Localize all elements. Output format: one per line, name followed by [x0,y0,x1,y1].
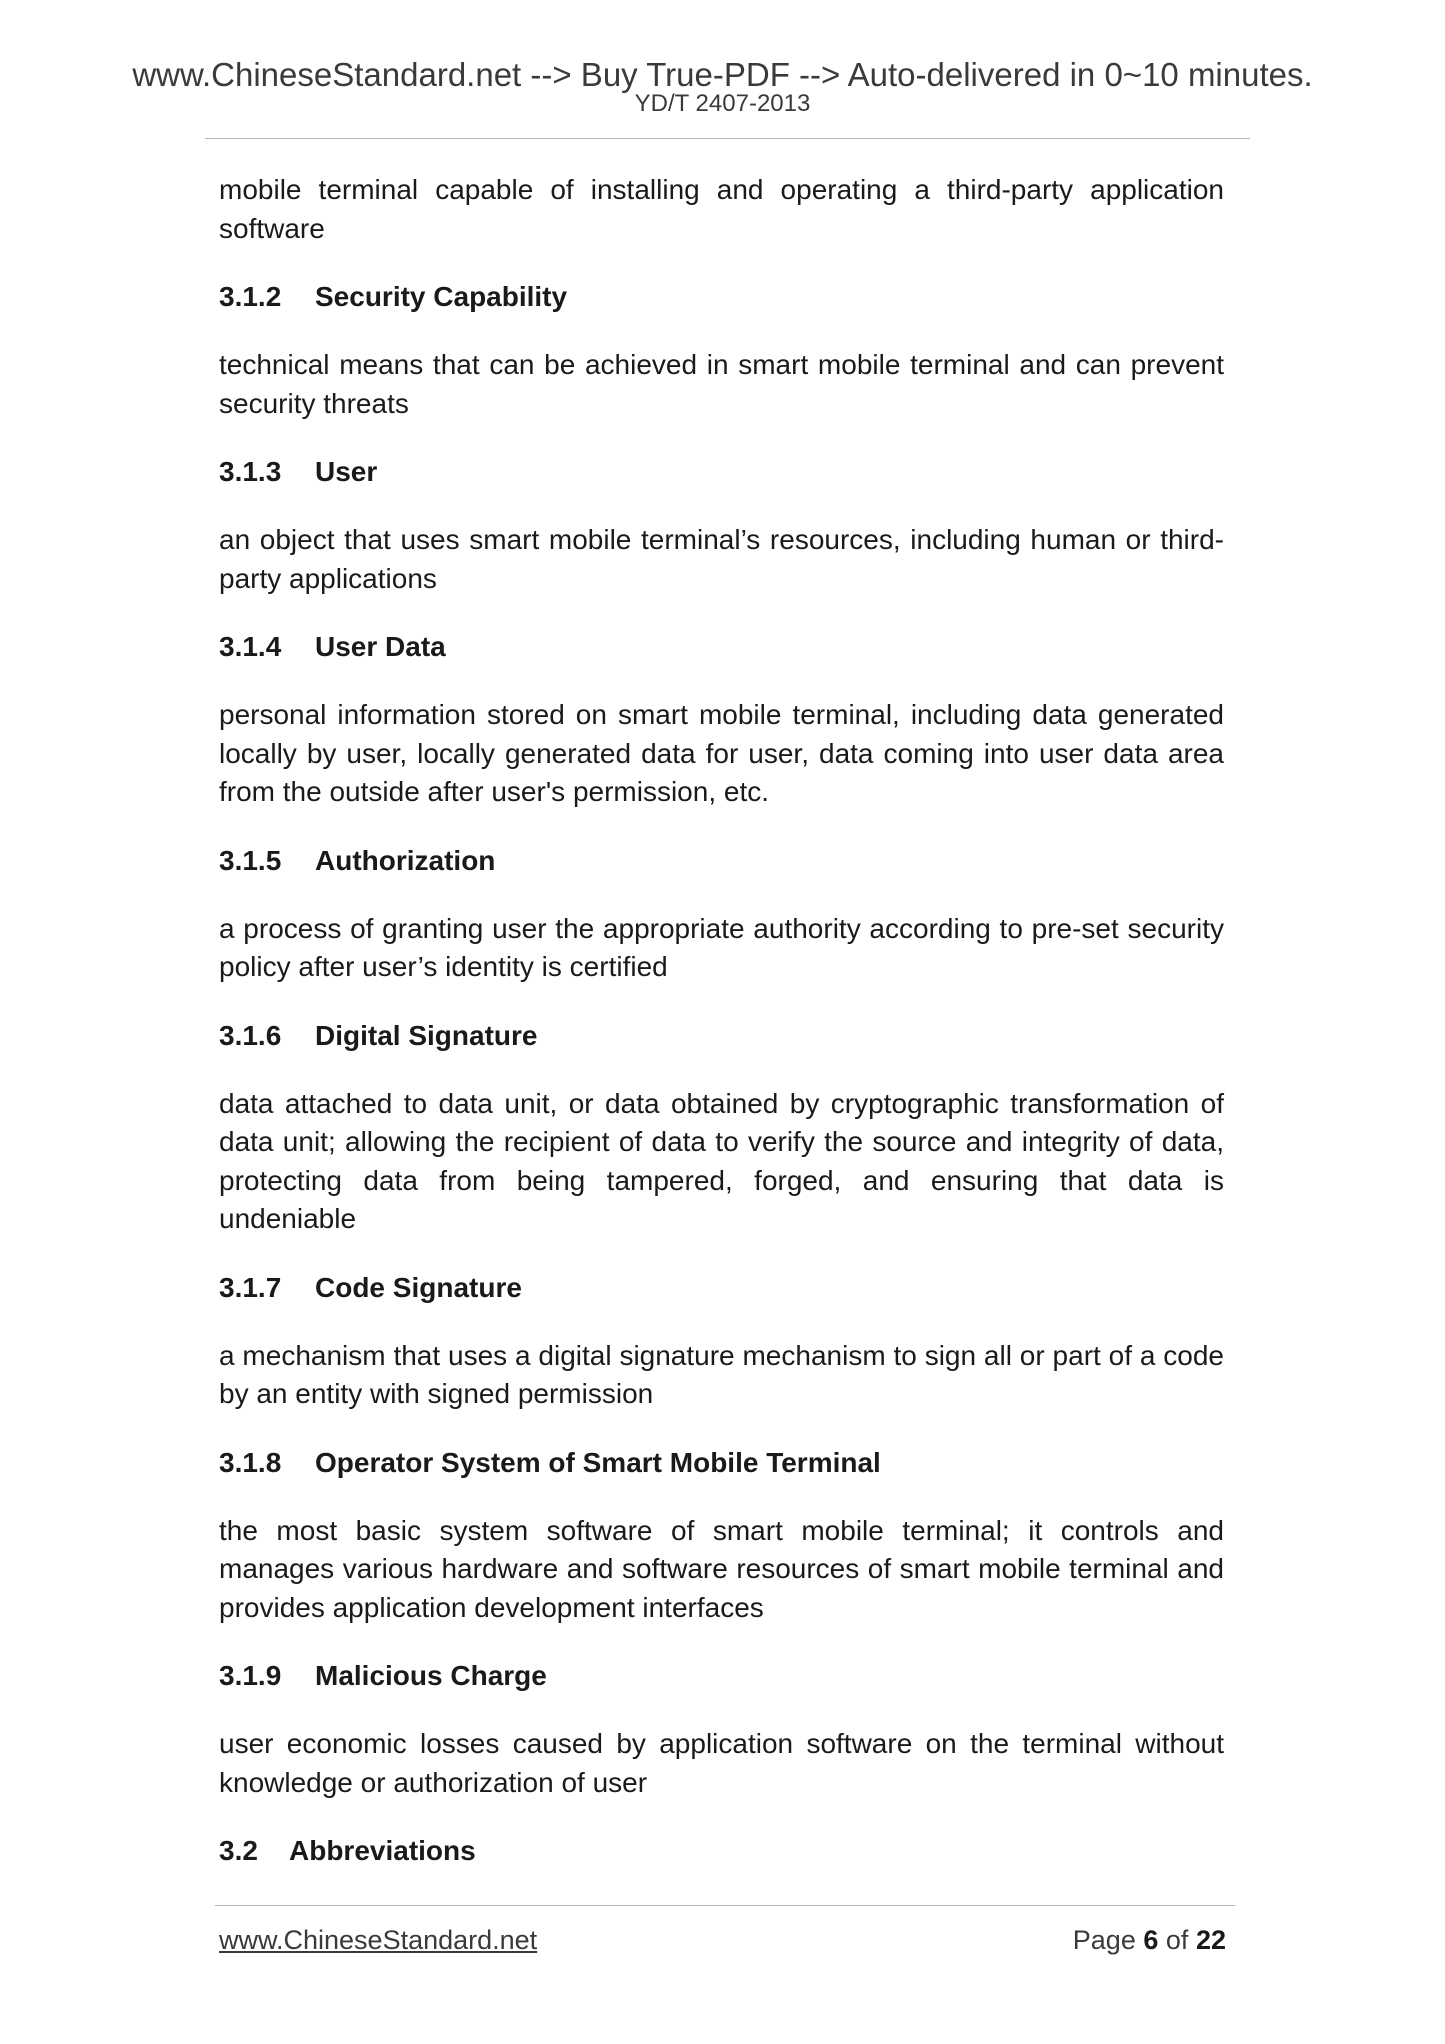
section-title: Authorization [315,844,496,876]
section-body-3-1-3: an object that uses smart mobile terminal’s resources, including human or third-party applications [219,524,1224,594]
section-heading-3-1-9 [219,1657,1224,1695]
section-title: Abbreviations [289,1835,476,1866]
section-heading-3-1-2 [219,278,1224,316]
section-body-3-1-2: technical means that can be achieved in smart mobile terminal and can prevent security threats [219,349,1224,419]
section-title: User Data [315,631,446,662]
section-title: Malicious Charge [315,1660,547,1691]
section-heading-3-1-7 [219,1269,1224,1307]
section-body-3-1-6: data attached to data unit, or data obtained by cryptographic transformation of data unit; allowing the recipient of data to verify the source and integrity of data, protecting data from being tampered, forged, and ensuring that data is undeniable [219,1087,1224,1234]
section-body-3-1-7: a mechanism that uses a digital signature mechanism to sign all or part of a code by an entity with signed permission [219,1339,1224,1409]
section-body-3-1-9: user economic losses caused by application software on the terminal without knowledge or authorization of user [219,1728,1224,1798]
page-of: of [1165,1925,1189,1955]
section-number: 3.1.2 [219,281,282,312]
section-body-3-1-8: the most basic system software of smart mobile terminal; it controls and manages various hardware and software resources of smart mobile terminal and provides application development interfaces [219,1514,1224,1623]
section-number: 3.1.4 [219,631,282,662]
section-title: Code Signature [315,1271,522,1303]
document-body [219,171,1224,1870]
section-heading-3-1-5 [219,842,1224,880]
section-title: Digital Signature [315,1019,538,1051]
header-divider [205,138,1250,139]
section-number: 3.1.8 [219,1446,282,1478]
section-heading-3-2 [219,1832,1224,1870]
intro-paragraph: mobile terminal capable of installing and operating a third-party application software [219,174,1224,244]
section-number: 3.1.3 [219,456,282,487]
section-title: User [315,456,378,487]
section-heading-3-1-3 [219,453,1224,491]
section-heading-3-1-4 [219,628,1224,666]
section-number: 3.1.5 [219,844,282,876]
page-total: 22 [1195,1925,1226,1955]
source-banner: www.ChineseStandard.net --> Buy True-PDF --> Auto-delivered in 0~10 minutes. [132,56,1313,93]
section-number: 3.2 [219,1835,258,1866]
footer-website-link[interactable]: www.ChineseStandard.net [219,1925,538,1955]
document-number: YD/T 2407-2013 [634,90,811,117]
section-number: 3.1.9 [219,1660,282,1691]
section-body-3-1-5: a process of granting user the appropriate authority according to pre-set security policy after user’s identity is certified [219,912,1224,982]
page-prefix: Page [1072,1925,1136,1955]
section-number: 3.1.6 [219,1019,282,1051]
section-body-3-1-4: personal information stored on smart mobile terminal, including data generated locally by user, locally generated data for user, data coming into user data area from the outside after user's permission, etc. [219,699,1224,807]
section-number: 3.1.7 [219,1271,282,1303]
section-title: Security Capability [315,281,568,312]
section-heading-3-1-6 [219,1017,1224,1055]
section-heading-3-1-8 [219,1444,1224,1482]
footer-divider [215,1905,1235,1906]
section-title: Operator System of Smart Mobile Terminal [315,1446,881,1478]
page-current: 6 [1143,1925,1159,1955]
page-indicator [1073,1924,1226,1956]
